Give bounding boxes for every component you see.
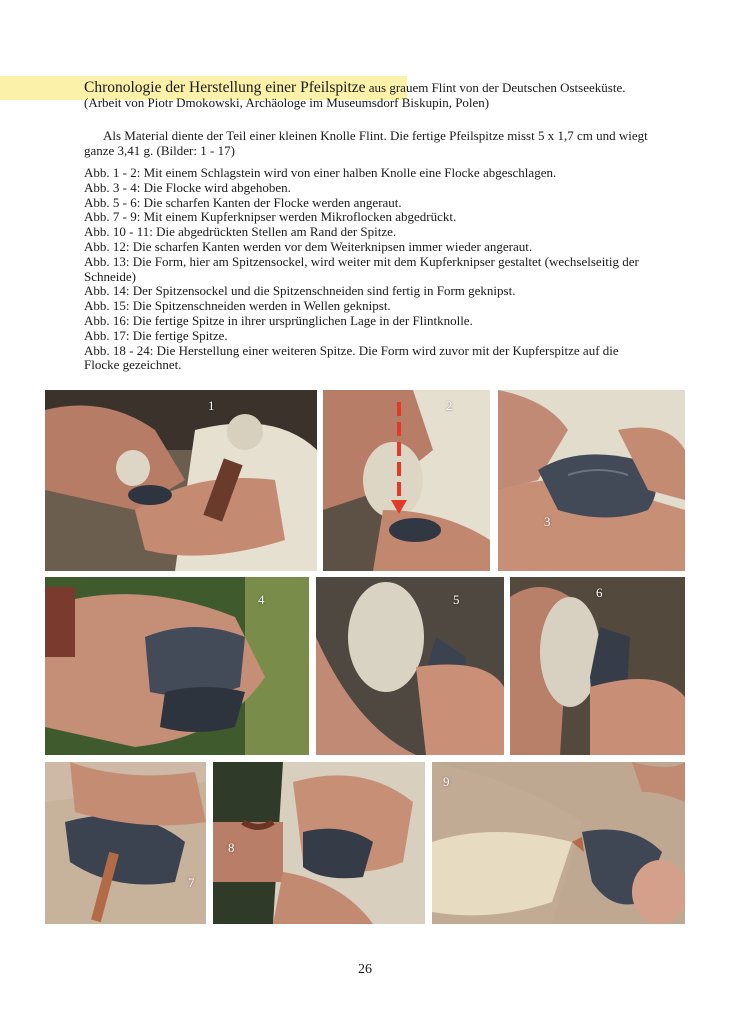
photo-1 (45, 390, 317, 571)
caption-item: Abb. 10 - 11: Die abgedrückten Stellen am Rand der Spitze. (84, 224, 397, 240)
caption-item: Abb. 5 - 6: Die scharfen Kanten der Flocke werden angeraut. (84, 194, 402, 210)
photo-1-image (45, 390, 317, 571)
photo-3 (498, 390, 685, 571)
photo-9-image (432, 762, 685, 924)
photo-8 (213, 762, 425, 924)
photo-8-number: 8 (228, 840, 235, 855)
photo-6-image (510, 577, 685, 755)
intro-paragraph: Als Material diente der Teil einer kleinen Knolle Flint. Die fertige Pfeilspitze misst 5 x 1,7 cm und wiegt ganze 3,41 g. (Bilder: 1 - 17) (84, 128, 648, 158)
photo-3-number: 3 (544, 514, 551, 529)
photo-2-image (323, 390, 490, 571)
photo-6-number: 6 (596, 585, 603, 600)
photo-9-number: 9 (443, 774, 450, 789)
caption-item: Abb. 16: Die fertige Spitze in ihrer ursprünglichen Lage in der Flintknolle. (84, 312, 473, 328)
caption-item: Abb. 13: Die Form, hier am Spitzensockel, wird weiter mit dem Kupferknipser gestaltet (wechselseitig der Schneide) (84, 253, 639, 284)
caption-item: Abb. 1 - 2: Mit einem Schlagstein wird von einer halben Knolle eine Flocke abgeschlagen. (84, 165, 557, 180)
photo-4-image (45, 577, 309, 755)
heading-paragraph (84, 80, 654, 110)
caption-item: Abb. 17: Die fertige Spitze. (84, 327, 228, 343)
page-number: 26 (358, 962, 372, 977)
photo-4 (45, 577, 309, 755)
caption-list (84, 166, 654, 373)
heading-title: Chronologie der Herstellung einer Pfeilspitze (84, 79, 366, 96)
photo-6 (510, 577, 685, 755)
caption-item: Abb. 15: Die Spitzenschneiden werden in Wellen geknipst. (84, 298, 391, 314)
photo-2 (323, 390, 490, 571)
caption-item: Abb. 18 - 24: Die Herstellung einer weiteren Spitze. Die Form wird zuvor mit der Kupferspitze auf die Flocke gezeichnet. (84, 342, 619, 373)
caption-item: Abb. 7 - 9: Mit einem Kupferknipser werden Mikroflocken abgedrückt. (84, 209, 457, 225)
heading-rest: aus grauem Flint von der Deutschen Ostseeküste. (Arbeit von Piotr Dmokowski, Archäologe im Museumsdorf Biskupin, Polen) (84, 80, 626, 110)
photo-7 (45, 762, 206, 924)
caption-item: Abb. 14: Der Spitzensockel und die Spitzenschneiden sind fertig in Form geknipst. (84, 283, 516, 299)
photo-7-number: 7 (188, 875, 195, 890)
photo-5-image (316, 577, 504, 755)
photo-9 (432, 762, 685, 924)
photo-2-number: 2 (446, 398, 453, 413)
caption-item: Abb. 3 - 4: Die Flocke wird abgehoben. (84, 179, 291, 195)
photo-7-image (45, 762, 206, 924)
photo-8-image (213, 762, 425, 924)
photo-4-number: 4 (258, 592, 265, 607)
caption-item: Abb. 12: Die scharfen Kanten werden vor dem Weiterknipsen immer wieder angeraut. (84, 238, 533, 254)
photo-5 (316, 577, 504, 755)
photo-3-image (498, 390, 685, 571)
photo-5-number: 5 (453, 592, 460, 607)
photo-1-number: 1 (208, 398, 215, 413)
